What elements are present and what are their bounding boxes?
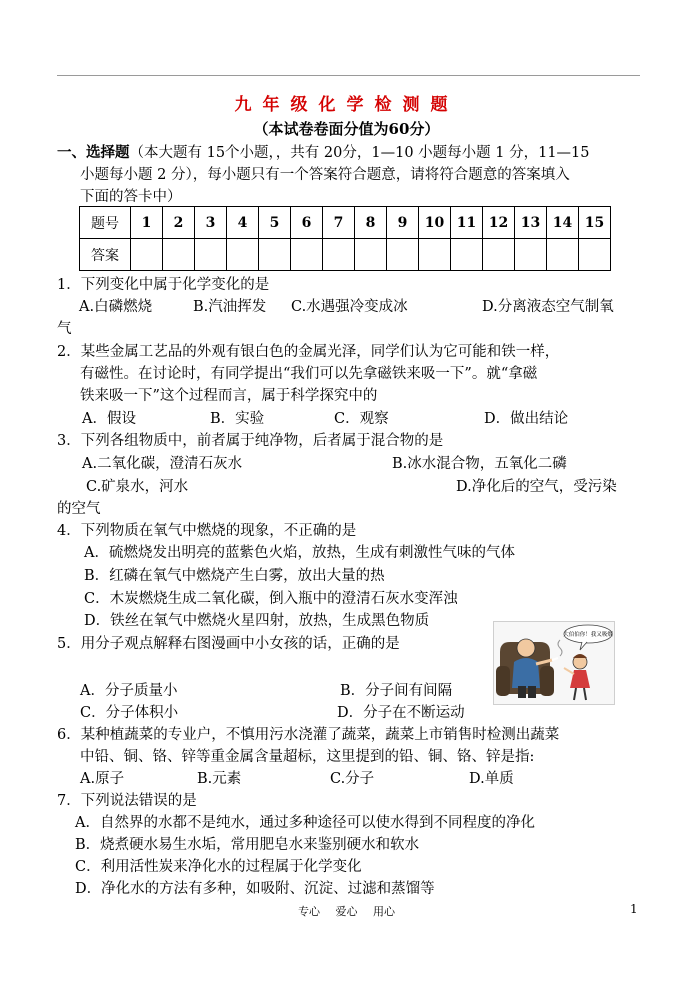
question-2-line2: 有磁性。在讨论时，有同学提出“我们可以先拿磁铁来吸一下”。就“拿磁 bbox=[80, 366, 538, 382]
answer-table-number: 13 bbox=[515, 207, 547, 239]
answer-cell[interactable] bbox=[323, 239, 355, 271]
answer-table-answer-label: 答案 bbox=[80, 239, 131, 271]
page-footer: 专心 爱心 用心 bbox=[298, 905, 395, 918]
answer-table-header-label: 题号 bbox=[80, 207, 131, 239]
answer-table-number: 2 bbox=[163, 207, 195, 239]
answer-table-number: 6 bbox=[291, 207, 323, 239]
page-title: 九年级化学检测题 bbox=[234, 95, 459, 115]
question-2-option-b: B．实验 bbox=[210, 411, 265, 427]
section-intro-line3: 下面的答卡中） bbox=[80, 189, 182, 205]
page-number: 1 bbox=[630, 902, 638, 916]
question-4-stem: 4．下列物质在氧气中燃烧的现象，不正确的是 bbox=[57, 523, 357, 539]
question-3-option-a: A.二氧化碳，澄清石灰水 bbox=[82, 456, 243, 472]
question-1-option-c: C.水遇强冷变成冰 bbox=[291, 299, 408, 315]
question-5-option-a: A．分子质量小 bbox=[80, 683, 178, 699]
answer-table-number: 5 bbox=[259, 207, 291, 239]
question-6-line2: 中铅、铜、铬、锌等重金属含量超标，这里提到的铅、铜、铬、锌是指: bbox=[80, 749, 535, 765]
answer-table-number: 1 bbox=[131, 207, 163, 239]
answer-table-number: 9 bbox=[387, 207, 419, 239]
cartoon-image bbox=[493, 621, 615, 705]
section-intro-line2: 小题每小题 2 分），每小题只有一个答案符合题意，请将符合题意的答案填入 bbox=[80, 167, 570, 183]
answer-cell[interactable] bbox=[259, 239, 291, 271]
question-5-option-b: B．分子间有间隔 bbox=[340, 683, 453, 699]
question-3-option-c: C.矿泉水，河水 bbox=[86, 479, 189, 495]
question-5-option-c: C．分子体积小 bbox=[80, 705, 179, 721]
answer-cell[interactable] bbox=[419, 239, 451, 271]
answer-cell[interactable] bbox=[547, 239, 579, 271]
question-3-option-d: D.净化后的空气，受污染 bbox=[456, 479, 617, 495]
question-6-line1: 6．某种植蔬菜的专业户，不慎用污水浇灌了蔬菜，蔬菜上市销售时检测出蔬菜 bbox=[57, 727, 560, 743]
answer-table-number: 4 bbox=[227, 207, 259, 239]
question-6-option-d: D.单质 bbox=[469, 771, 514, 787]
question-2-option-c: C．观察 bbox=[334, 411, 389, 427]
answer-cell[interactable] bbox=[355, 239, 387, 271]
question-2-option-d: D．做出结论 bbox=[484, 411, 569, 427]
question-4-option-c: C．木炭燃烧生成二氧化碳，倒入瓶中的澄清石灰水变浑浊 bbox=[84, 591, 458, 607]
question-2-option-a: A．假设 bbox=[82, 411, 136, 427]
answer-cell[interactable] bbox=[291, 239, 323, 271]
answer-table-number: 10 bbox=[419, 207, 451, 239]
question-3-option-b: B.冰水混合物，五氧化二磷 bbox=[392, 456, 567, 472]
question-3-option-d-cont: 的空气 bbox=[57, 501, 101, 517]
answer-cell[interactable] bbox=[451, 239, 483, 271]
question-7-option-d: D．净化水的方法有多种，如吸附、沉淀、过滤和蒸馏等 bbox=[75, 881, 435, 897]
answer-table-number: 12 bbox=[483, 207, 515, 239]
question-1-option-d-cont: 气 bbox=[57, 321, 72, 337]
answer-table-number: 7 bbox=[323, 207, 355, 239]
answer-cell[interactable] bbox=[483, 239, 515, 271]
question-4-option-b: B．红磷在氧气中燃烧产生白雾，放出大量的热 bbox=[84, 568, 385, 584]
question-7-option-c: C．利用活性炭来净化水的过程属于化学变化 bbox=[75, 859, 362, 875]
answer-cell[interactable] bbox=[387, 239, 419, 271]
question-5-option-d: D．分子在不断运动 bbox=[337, 705, 465, 721]
answer-table-number: 8 bbox=[355, 207, 387, 239]
answer-cell[interactable] bbox=[163, 239, 195, 271]
cartoon-drawing bbox=[494, 622, 614, 704]
answer-table-number: 14 bbox=[547, 207, 579, 239]
question-4-option-d: D．铁丝在氧气中燃烧火星四射，放热，生成黑色物质 bbox=[84, 613, 430, 629]
question-5-stem: 5．用分子观点解释右图漫画中小女孩的话，正确的是 bbox=[57, 636, 400, 652]
question-2-line1: 2．某些金属工艺品的外观有银白色的金属光泽，同学们认为它可能和铁一样， bbox=[57, 344, 560, 360]
question-6-option-b: B.元素 bbox=[197, 771, 242, 787]
question-1-option-a: A.白磷燃烧 bbox=[79, 299, 153, 315]
question-4-option-a: A．硫燃烧发出明亮的蓝紫色火焰，放热，生成有刺激性气味的气体 bbox=[84, 545, 515, 561]
question-6-option-c: C.分子 bbox=[330, 771, 375, 787]
answer-table-number: 15 bbox=[579, 207, 611, 239]
answer-table-number: 3 bbox=[195, 207, 227, 239]
answer-table-number: 11 bbox=[451, 207, 483, 239]
section-intro-line1: 一、选择题（本大题有 15个小题，，共有 20分，1—10 小题每小题 1 分，11—15 bbox=[57, 144, 590, 161]
question-3-stem: 3．下列各组物质中，前者属于纯净物，后者属于混合物的是 bbox=[57, 433, 444, 449]
question-7-option-b: B．烧煮硬水易生水垢，常用肥皂水来鉴别硬水和软水 bbox=[75, 837, 420, 853]
answer-table bbox=[79, 206, 611, 271]
question-1-option-b: B.汽油挥发 bbox=[193, 299, 267, 315]
page-subtitle: （本试卷卷面分值为60分） bbox=[253, 120, 440, 138]
question-6-option-a: A.原子 bbox=[80, 771, 125, 787]
answer-table-answer-row bbox=[80, 239, 611, 271]
question-7-stem: 7．下列说法错误的是 bbox=[57, 793, 197, 809]
answer-cell[interactable] bbox=[195, 239, 227, 271]
question-1-option-d: D.分离液态空气制氧 bbox=[482, 299, 614, 315]
question-2-line3: 铁来吸一下”这个过程而言，属于科学探究中的 bbox=[80, 388, 378, 404]
answer-cell[interactable] bbox=[515, 239, 547, 271]
header-rule bbox=[57, 75, 640, 76]
answer-table-header-row bbox=[80, 207, 611, 239]
section-title: 一、选择题 bbox=[57, 144, 130, 161]
answer-cell[interactable] bbox=[131, 239, 163, 271]
answer-cell[interactable] bbox=[227, 239, 259, 271]
answer-cell[interactable] bbox=[579, 239, 611, 271]
question-7-option-a: A．自然界的水都不是纯水，通过多种途径可以使水得到不同程度的净化 bbox=[75, 815, 535, 831]
question-1-stem: 1．下列变化中属于化学变化的是 bbox=[57, 277, 270, 293]
cartoon-speech-text: 大伯伯你！我又吸烟 bbox=[563, 632, 613, 638]
